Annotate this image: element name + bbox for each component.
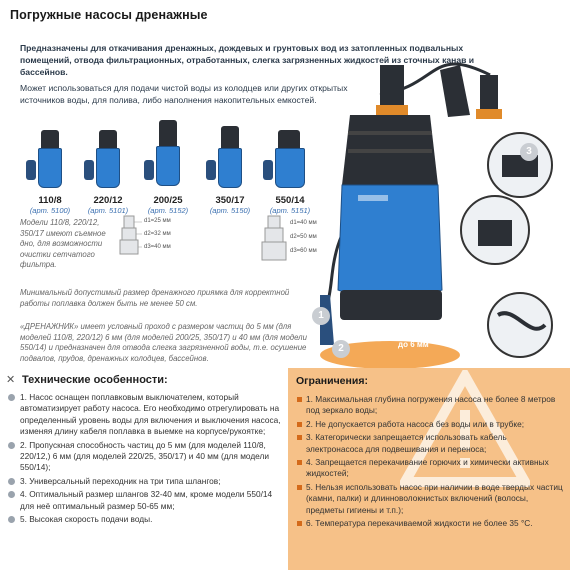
adapter-size: d1=40 мм: [290, 220, 317, 226]
list-item: 3. Категорически запрещается использовать кабель электронасоса для подвешивания и переноса;: [296, 432, 564, 455]
main-pump-illustration: [320, 55, 570, 375]
page-title: Погружные насосы дренажные: [10, 8, 208, 22]
model-article: (арт. 5152): [147, 206, 189, 215]
model-card: [78, 130, 138, 215]
callout-badge: 3: [520, 143, 538, 161]
model-lineup: [20, 110, 340, 220]
model-card: [20, 130, 80, 215]
list-item: 5. Нельзя использовать насос при наличии в воде твердых частиц (камни, палки) и длинноволокнистых включений (волосы, предметы гигиены и т.п.);: [296, 482, 564, 516]
list-item: 1. Насос оснащен поплавковым выключателем, который автоматизирует работу насоса. Его необходимо отрегулировать на определенный уровень воды для включения и выключения насоса, изменяя длину кабеля поплавка в выемке на корпусе/рукоятке;: [6, 392, 288, 438]
model-article: (арт. 5101): [87, 206, 129, 215]
list-item: 6. Температура перекачиваемой жидкости не более 35 °С.: [296, 518, 564, 529]
list-item: 4. Запрещается перекачивание горючих и химически активных жидкостей;: [296, 457, 564, 480]
list-item: 4. Оптимальный размер шлангов 32-40 мм, кроме модели 550/14 для неё оптимальный размер 50-65 мм;: [6, 489, 288, 512]
adapter-size: d3=60 мм: [290, 248, 317, 254]
intro-description: Предназначены для откачивания дренажных, дождевых и грунтовых вод из затопленных подвальных помещений, отвода фильтрационных, отработанных, слегка загрязненных жидкостей из сточных канав и бассейнов.: [20, 43, 475, 77]
particle-size-label: до 6 мм: [398, 340, 429, 349]
model-name: 550/14: [275, 195, 305, 206]
note-removable-bottom: Модели 110/8, 220/12, 350/17 имеют съемное дно, для возможности очистки сетчатого фильтра.: [20, 218, 106, 269]
adapter-size: d1=25 мм: [144, 218, 171, 224]
list-item: 1. Максимальная глубина погружения насоса не более 8 метров под зеркало воды;: [296, 394, 564, 417]
callout-badge: 1: [312, 307, 330, 325]
pump-image: [36, 130, 64, 192]
pump-image: [94, 130, 122, 192]
limits-list: [296, 394, 564, 531]
callout-badge: 2: [332, 340, 350, 358]
adapter-diagram-small: [118, 212, 188, 272]
intro-usage: Может использоваться для подачи чистой воды из колодцев или других открытых источников воды, для полива, либо наполнения накопительных емкостей.: [20, 83, 348, 105]
adapter-size: d2=50 мм: [290, 234, 317, 240]
list-item: 3. Универсальный переходник на три типа шлангов;: [6, 476, 288, 487]
model-article: (арт. 5151): [269, 206, 311, 215]
model-name: 350/17: [215, 195, 245, 206]
list-item: 2. Пропускная способность частиц до 5 мм (для моделей 110/8, 220/12,) 6 мм (для моделей 220/25, 350/17) и 40 мм (для модели 550/14);: [6, 440, 288, 474]
features-heading: Технические особенности:: [22, 374, 168, 386]
model-name: 110/8: [38, 195, 62, 206]
list-item: 5. Высокая скорость подачи воды.: [6, 514, 288, 525]
wrench-icon: ✕: [6, 374, 16, 386]
list-item: 2. Не допускается работа насоса без воды или в трубке;: [296, 419, 564, 430]
model-article: (арт. 5100): [29, 206, 71, 215]
model-card: [138, 120, 198, 215]
note-drainer: «ДРЕНАЖНИК» имеет условный проход с размером частиц до 5 мм (для моделей 110/8, 220/12) 6 мм (для моделей 200/25, 350/17) и 40 мм (для модели 550/14) и предназначен для отвода слегка загрязненной воды, т.е. осушение подвалов, прудов, дренажных колодцев, бассейнов.: [20, 322, 307, 363]
pump-image: [216, 126, 244, 192]
model-card: [200, 126, 260, 215]
limits-heading: Ограничения:: [296, 375, 368, 387]
note-pit-size: Минимальный допустимый размер дренажного приямка для корректной работы поплавка должен быть не менее 50 см.: [20, 288, 290, 308]
model-name: 220/12: [93, 195, 123, 206]
pump-image: [154, 120, 182, 192]
pump-image: [273, 130, 307, 192]
model-name: 200/25: [153, 195, 183, 206]
adapter-size: d2=32 мм: [144, 231, 171, 237]
model-card: [258, 130, 322, 215]
features-list: [6, 392, 288, 527]
model-article: (арт. 5150): [209, 206, 251, 215]
adapter-size: d3=40 мм: [144, 244, 171, 250]
